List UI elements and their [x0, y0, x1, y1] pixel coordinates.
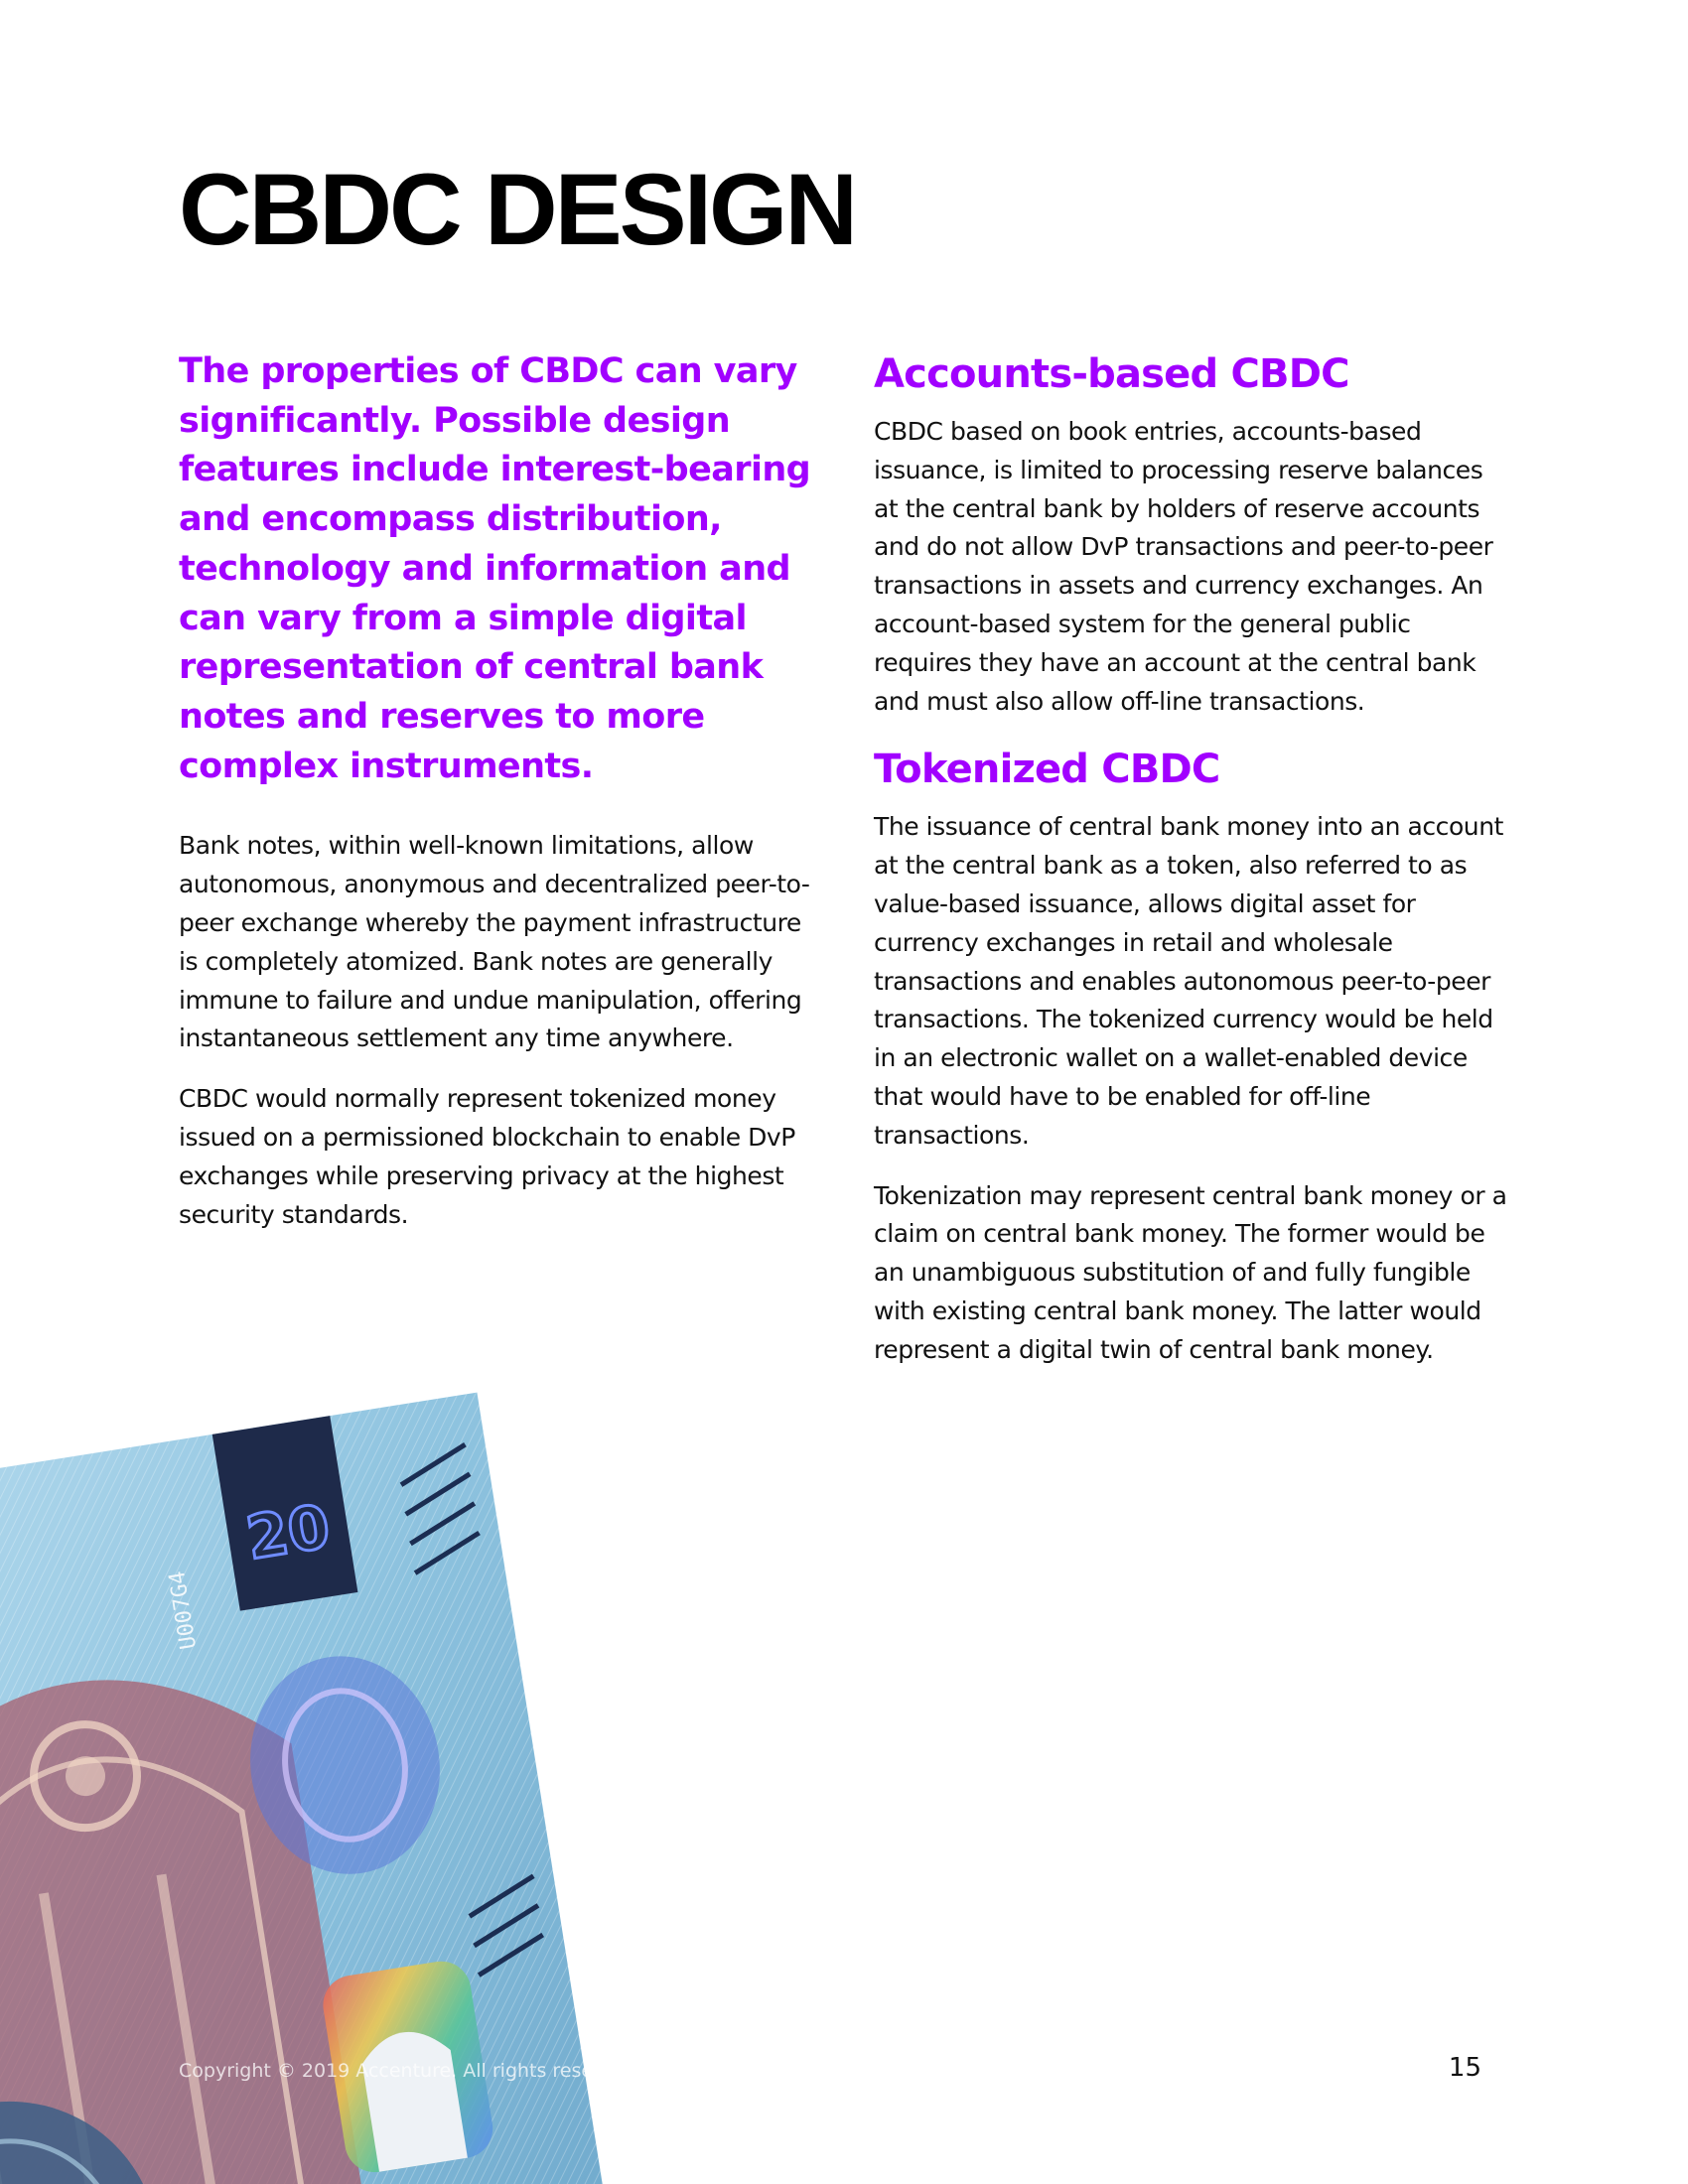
right-column: [874, 347, 1509, 1392]
accounts-based-heading: Accounts-based CBDC: [874, 351, 1349, 397]
serial-number: U007G4: [164, 1569, 203, 1652]
tokenized-paragraph-1: The issuance of central bank money into an account at the central bank as a token, also referred to as value-based issuance, allows digital asset for currency exchanges in retail and wholesale transactions and enables autonomous peer-to-peer transactions. The tokenized currency would be held in an electronic wallet on a wallet-enabled device that would have to be enabled for off-line transactions.: [874, 812, 1503, 1150]
tokenized-heading: Tokenized CBDC: [874, 747, 1220, 793]
denomination-text: 20: [241, 1492, 335, 1574]
left-column: [179, 347, 814, 1256]
tokenized-paragraph-2: Tokenization may represent central bank money or a claim on central bank money. The former would be an unambiguous substitution of and fully fungible with existing central bank money. The latter would represent a digital twin of central bank money.: [874, 1180, 1507, 1364]
accounts-based-paragraph: CBDC based on book entries, accounts-based issuance, is limited to processing reserve balances at the central bank by holders of reserve accounts and do not allow DvP transactions and peer-to-peer transactions in assets and currency exchanges. An account-based system for the general public requires they have an account at the central bank and must also allow off-line transactions.: [874, 417, 1493, 716]
copyright-notice: Copyright © 2019 Accenture. All rights reserved.: [179, 2060, 641, 2082]
intro-statement: The properties of CBDC can vary significantly. Possible design features include interest-bearing and encompass distribution, technology and information and can vary from a simple digital representation of central bank notes and reserves to more complex instruments.: [179, 351, 811, 786]
page-number: 15: [1448, 2053, 1481, 2083]
bank-notes-paragraph: Bank notes, within well-known limitations, allow autonomous, anonymous and decentralized peer-to-peer exchange whereby the payment infrastructure is completely atomized. Bank notes are generally immune to failure and undue manipulation, offering instantaneous settlement any time anywhere.: [179, 831, 810, 1053]
cbdc-tokenized-paragraph: CBDC would normally represent tokenized money issued on a permissioned blockchain to enable DvP exchanges while preserving privacy at the highest security standards.: [179, 1084, 795, 1229]
page-title: CBDC DESIGN: [179, 153, 856, 266]
